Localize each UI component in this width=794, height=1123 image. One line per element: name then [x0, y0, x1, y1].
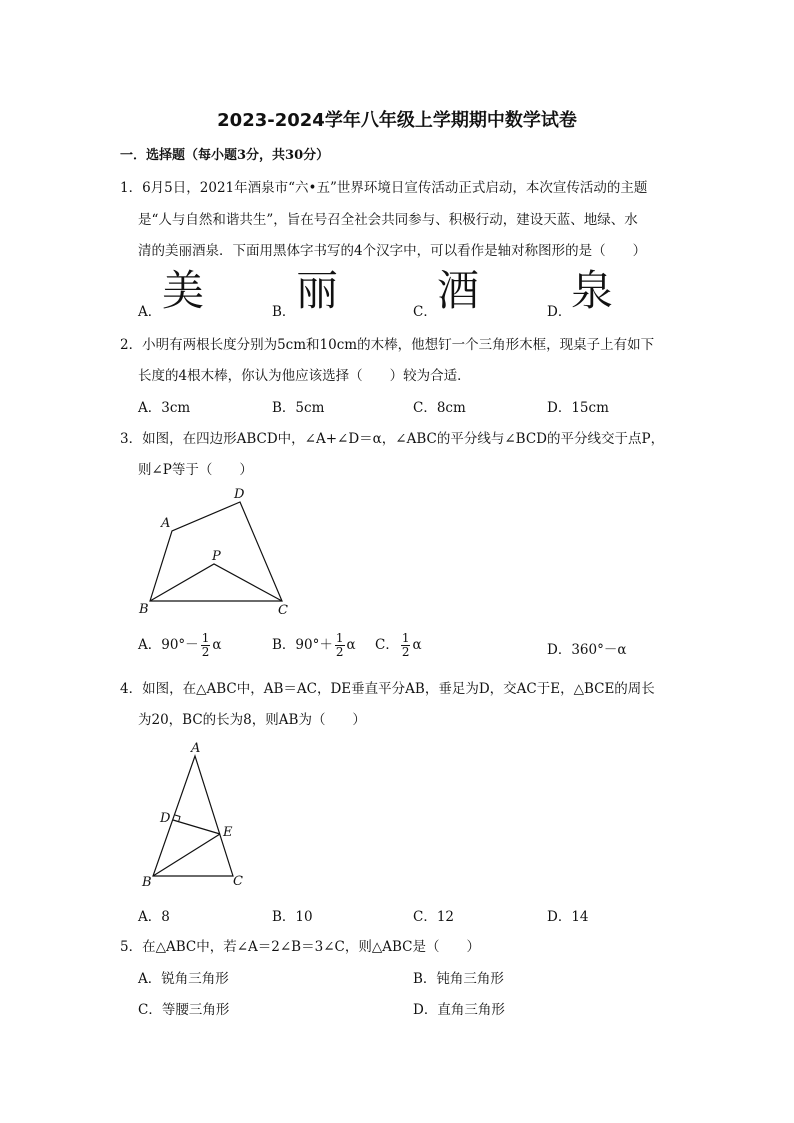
- q5-option-b: B．钝角三角形: [413, 971, 504, 987]
- q4-option-b: B．10: [272, 909, 313, 925]
- q3-label-p: P: [212, 549, 221, 564]
- q1-option-c-label: C．: [413, 304, 437, 320]
- q3-label-d: D: [234, 487, 245, 502]
- q1-option-a-label: A．: [138, 304, 162, 320]
- q4-option-d: D．14: [547, 909, 589, 925]
- q4-triangle-figure: [135, 738, 255, 890]
- q3-quadrilateral-figure: [130, 480, 300, 620]
- q1-option-d-char: 泉: [571, 266, 614, 315]
- q5-line-1: 5．在△ABC中，若∠A＝2∠B＝3∠C，则△ABC是（ ）: [120, 939, 480, 955]
- q3-option-c: C． $\frac{1}{2}$ α: [375, 631, 422, 659]
- q3-option-d: D．360°－α: [547, 642, 627, 658]
- q3-line-1: 3．如图，在四边形ABCD中，∠A+∠D＝α，∠ABC的平分线与∠BCD的平分线交于点P，: [120, 431, 665, 447]
- q3-label-b: B: [139, 602, 149, 617]
- q5-option-a: A．锐角三角形: [138, 971, 229, 987]
- q3-line-2: 则∠P等于（ ）: [138, 462, 253, 478]
- q2-option-c: C．8cm: [413, 400, 466, 416]
- q4-segment-de: [173, 820, 220, 834]
- q4-label-d: D: [160, 811, 171, 826]
- q1-option-b-char: 丽: [296, 266, 339, 315]
- q4-label-a: A: [191, 741, 201, 756]
- q1-option-d-label: D．: [547, 304, 572, 320]
- q2-line-2: 长度的4根木棒，你认为他应该选择（ ）较为合适．: [138, 368, 471, 384]
- q3-label-a: A: [161, 516, 171, 531]
- q4-label-b: B: [142, 875, 152, 890]
- q1-line-2: 是“人与自然和谐共生”，旨在号召全社会共同参与、积极行动，建设天蓝、地绿、水: [138, 212, 638, 228]
- q1-option-b-label: B．: [272, 304, 296, 320]
- section-heading: 一．选择题（每小题3分，共30分）: [120, 148, 330, 163]
- q1-line-3: 清的美丽酒泉．下面用黑体字书写的4个汉字中，可以看作是轴对称图形的是（ ）: [138, 243, 647, 259]
- q3-option-a: A．90°－ $\frac{1}{2}$ α: [138, 631, 222, 659]
- q1-option-c-char: 酒: [437, 266, 480, 315]
- q3-label-c: C: [278, 603, 288, 618]
- q4-segment-be: [153, 834, 220, 876]
- q1-option-a-char: 美: [162, 266, 205, 315]
- q2-option-a: A．3cm: [138, 400, 191, 416]
- q3-bisector-lines: [150, 564, 282, 601]
- q4-option-a: A．8: [138, 909, 170, 925]
- q4-label-e: E: [223, 825, 233, 840]
- q3-option-b: B．90°＋ $\frac{1}{2}$ α: [272, 631, 356, 659]
- q4-line-1: 4．如图，在△ABC中，AB＝AC，DE垂直平分AB，垂足为D，交AC于E，△BCE的周长: [120, 681, 655, 697]
- exam-title: 2023-2024学年八年级上学期期中数学试卷: [217, 110, 577, 131]
- q4-line-2: 为20，BC的长为8，则AB为（ ）: [138, 712, 366, 728]
- q2-option-d: D．15cm: [547, 400, 609, 416]
- q4-label-c: C: [233, 874, 243, 889]
- q1-line-1: 1．6月5日，2021年酒泉市“六•五”世界环境日宣传活动正式启动，本次宣传活动的主题: [120, 180, 648, 196]
- q5-option-c: C．等腰三角形: [138, 1002, 230, 1018]
- q5-option-d: D．直角三角形: [413, 1002, 505, 1018]
- q4-option-c: C．12: [413, 909, 455, 925]
- q2-option-b: B．5cm: [272, 400, 325, 416]
- q2-line-1: 2．小明有两根长度分别为5cm和10cm的木棒，他想钉一个三角形木框，现桌子上有如下: [120, 337, 655, 353]
